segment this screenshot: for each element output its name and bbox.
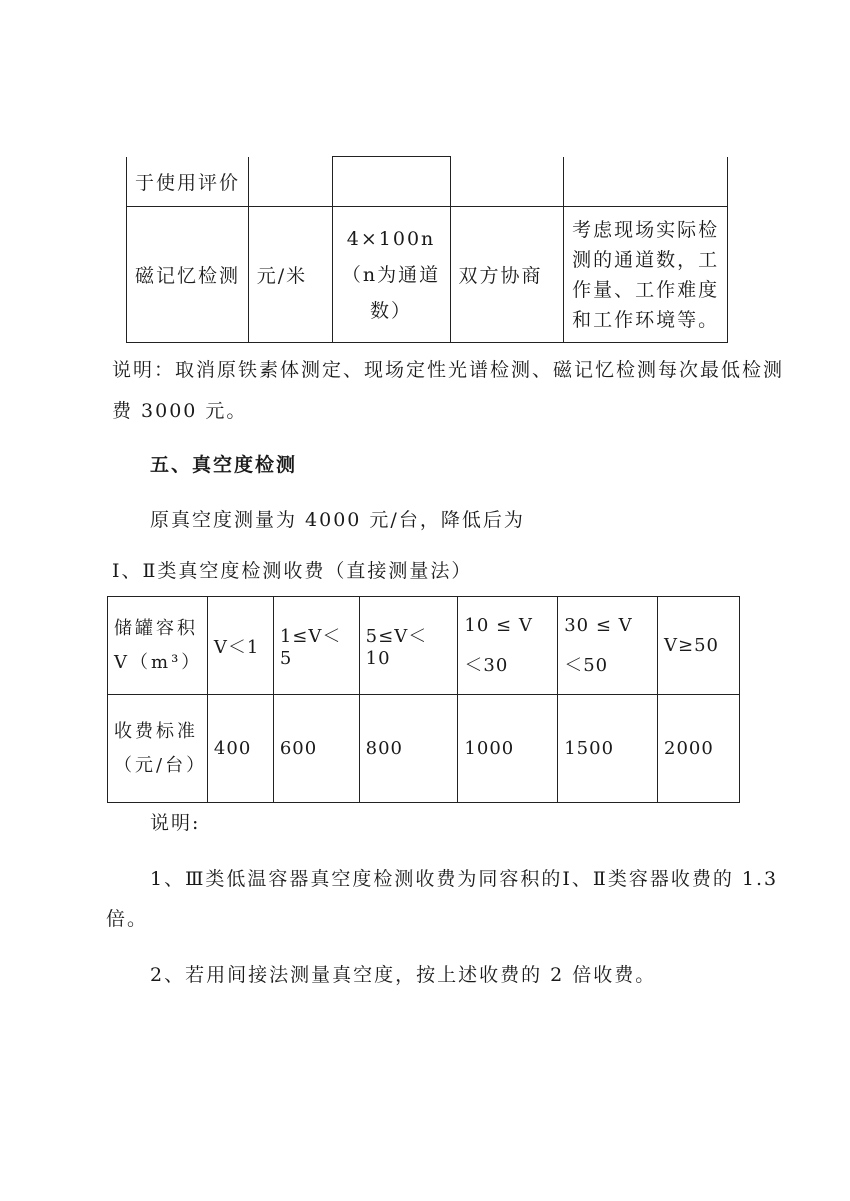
note-item: 倍。 [106,908,149,930]
table-cell: 双方协商 [450,207,564,343]
table-cell [450,157,564,207]
testing-fee-table-continued [126,156,728,343]
table-cell: 2000 [658,695,740,803]
table-cell: 考虑现场实际检测的通道数，工作量、工作难度和工作环境等。 [564,207,728,343]
notes-label: 说明: [150,812,201,834]
table-cell: 1000 [458,695,558,803]
table-row [108,597,740,695]
table-header-cell: 储罐容积V（m³） [108,597,208,695]
table-row [127,157,728,207]
table-row [108,695,740,803]
note-item: 2、若用间接法测量真空度，按上述收费的 2 倍收费。 [150,964,657,986]
table-cell: 4×100n（n为通道数） [332,207,450,343]
vacuum-fee-table [107,596,740,803]
table-cell: 800 [359,695,458,803]
table-caption: Ⅰ、Ⅱ类真空度检测收费（直接测量法） [112,560,473,582]
paragraph: 原真空度测量为 4000 元/台，降低后为 [150,509,525,531]
table-cell [564,157,728,207]
table-header-cell: V＜1 [207,597,273,695]
table-cell: 磁记忆检测 [127,207,249,343]
table-header-cell: 30 ≤ V ＜50 [558,597,658,695]
note-item: 1、Ⅲ类低温容器真空度检测收费为同容积的Ⅰ、Ⅱ类容器收费的 1.3 [150,868,779,890]
table-cell: 于使用评价 [127,157,249,207]
table-cell: 400 [207,695,273,803]
table-cell: 元/米 [248,207,332,343]
note-line: 费 3000 元。 [112,400,248,422]
table-cell [248,157,332,207]
table-row [127,207,728,343]
table-cell [332,157,450,207]
table-header-cell: 1≤V＜5 [273,597,359,695]
table-header-cell: V≥50 [658,597,740,695]
table-cell: 600 [273,695,359,803]
table-cell: 收费标准（元/台） [108,695,208,803]
table-header-cell: 5≤V＜10 [359,597,458,695]
table-header-cell: 10 ≤ V ＜30 [458,597,558,695]
section-heading: 五、真空度检测 [150,454,298,476]
note-line: 说明：取消原铁素体测定、现场定性光谱检测、磁记忆检测每次最低检测 [112,359,785,381]
table-cell: 1500 [558,695,658,803]
